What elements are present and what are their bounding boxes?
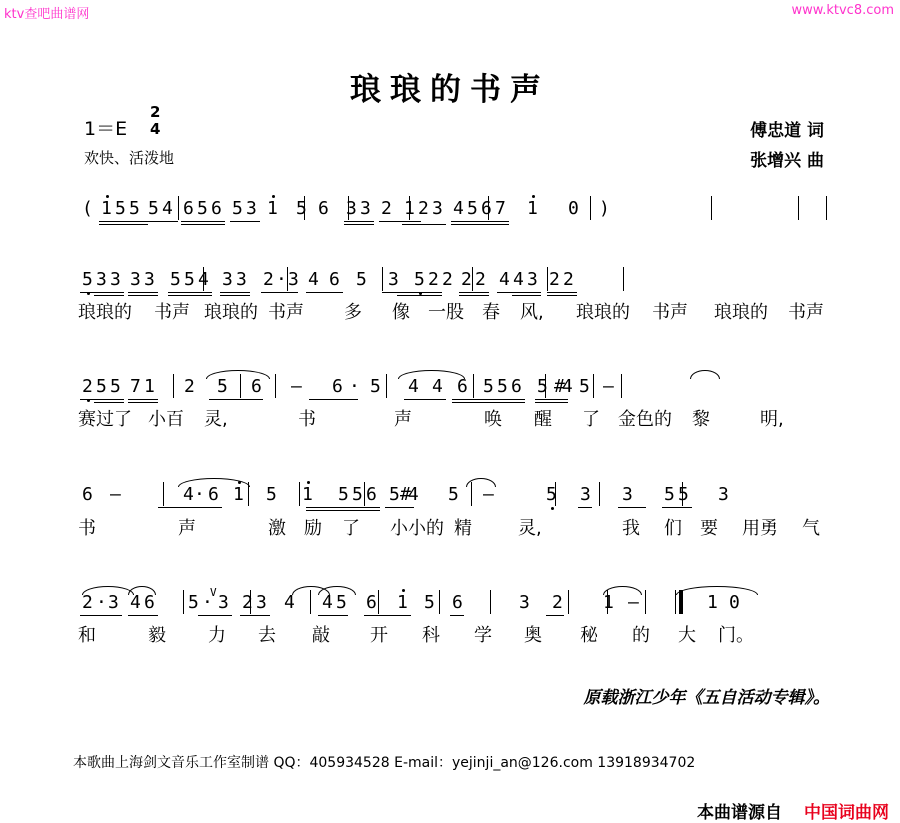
beam-underline bbox=[397, 295, 442, 296]
note: 6 bbox=[452, 592, 463, 613]
slur bbox=[206, 370, 270, 379]
note: 5 bbox=[296, 198, 307, 219]
note: 2 bbox=[263, 269, 274, 290]
note: 6 bbox=[366, 484, 377, 505]
beam-underline bbox=[181, 221, 225, 222]
note: – bbox=[483, 484, 494, 505]
note: 5 bbox=[483, 376, 494, 397]
bar-line bbox=[348, 196, 349, 220]
note: 5 bbox=[184, 269, 195, 290]
lyric-word: 激 bbox=[268, 518, 286, 539]
note: 6 bbox=[211, 198, 222, 219]
note: 6 bbox=[183, 198, 194, 219]
beam-underline bbox=[578, 507, 592, 508]
note: 5 bbox=[232, 198, 243, 219]
lyric-word: 奥 bbox=[524, 625, 542, 646]
watermark-left: ktv查吧曲谱网 bbox=[4, 7, 90, 22]
note: 3 bbox=[718, 484, 729, 505]
beam-underline bbox=[379, 221, 421, 222]
note: 4 bbox=[198, 269, 209, 290]
note: 2 bbox=[184, 376, 195, 397]
beam-underline bbox=[547, 292, 577, 293]
beam-underline bbox=[618, 507, 646, 508]
lyric-word: 书声 bbox=[154, 302, 190, 323]
note: 3 bbox=[236, 269, 247, 290]
note: 5 bbox=[467, 198, 478, 219]
beam-underline bbox=[230, 221, 260, 222]
beam-underline bbox=[220, 292, 250, 293]
bar-line bbox=[490, 590, 491, 614]
lyric-word: 风, bbox=[520, 302, 544, 323]
bar-line bbox=[711, 196, 712, 220]
beam-underline bbox=[94, 295, 124, 296]
note: 2 bbox=[418, 198, 429, 219]
note: 1 bbox=[397, 592, 408, 613]
bar-line bbox=[568, 590, 569, 614]
lyric-word: 了 bbox=[582, 409, 600, 430]
slur bbox=[676, 586, 758, 595]
beam-underline bbox=[459, 295, 489, 296]
lyric-word: 琅琅的 bbox=[204, 302, 258, 323]
beam-underline bbox=[535, 402, 568, 403]
beam-underline bbox=[404, 399, 446, 400]
bar-line bbox=[173, 374, 174, 398]
bar-line bbox=[621, 374, 622, 398]
note: 4 bbox=[513, 269, 524, 290]
source-note: 原载浙江少年《五自活动专辑》。 bbox=[583, 688, 830, 708]
note: #4 bbox=[554, 376, 570, 397]
note: 2 bbox=[82, 592, 93, 613]
note: 5 bbox=[170, 269, 181, 290]
bar-line bbox=[183, 590, 184, 614]
note: 5 bbox=[448, 484, 459, 505]
beam-underline bbox=[546, 615, 564, 616]
beam-underline bbox=[168, 292, 212, 293]
paren: ( bbox=[82, 198, 93, 219]
note: 7 bbox=[495, 198, 506, 219]
lyric-word: 我 bbox=[622, 518, 640, 539]
beam-underline bbox=[452, 402, 525, 403]
lyric-word: 气 bbox=[802, 518, 820, 539]
lyric-word: 灵, bbox=[204, 409, 228, 430]
lyric-word: 赛过了 bbox=[78, 409, 132, 430]
lyricist-credit: 傅忠道 词 bbox=[750, 121, 824, 141]
bar-line bbox=[473, 374, 474, 398]
beam-underline bbox=[181, 224, 225, 225]
lyric-word: 像 bbox=[392, 302, 410, 323]
note: 5 bbox=[537, 376, 548, 397]
credit-source-label: 本曲谱源自 bbox=[697, 803, 782, 823]
note: 4 bbox=[162, 198, 173, 219]
note: 3 bbox=[130, 269, 141, 290]
slur bbox=[318, 586, 356, 595]
beam-underline bbox=[80, 399, 124, 400]
note: 6 bbox=[457, 376, 468, 397]
bar-line bbox=[386, 374, 387, 398]
beam-underline bbox=[99, 224, 148, 225]
bar-line bbox=[488, 196, 489, 220]
beam-underline bbox=[261, 292, 298, 293]
note: 5 bbox=[497, 376, 508, 397]
lyric-word: 开 bbox=[370, 625, 388, 646]
notation-line bbox=[78, 476, 834, 516]
beam-underline bbox=[128, 399, 158, 400]
note: 5 bbox=[414, 269, 425, 290]
beam-underline bbox=[146, 221, 178, 222]
lyric-word: 琅琅的 bbox=[576, 302, 630, 323]
lyric-word: 春 bbox=[482, 302, 500, 323]
note: 2 bbox=[381, 198, 392, 219]
bar-line bbox=[299, 482, 300, 506]
note: 1 bbox=[527, 198, 538, 219]
beam-underline bbox=[459, 292, 489, 293]
bar-line bbox=[682, 482, 683, 506]
note: 3 bbox=[527, 269, 538, 290]
note: 3 bbox=[622, 484, 633, 505]
note: 4 bbox=[499, 269, 510, 290]
beam-underline bbox=[80, 292, 124, 293]
note: #4 bbox=[400, 484, 416, 505]
beam-underline bbox=[99, 221, 148, 222]
lyric-word: 敲 bbox=[312, 625, 330, 646]
bar-line bbox=[545, 374, 546, 398]
note: 1 bbox=[233, 484, 244, 505]
note: 5 bbox=[188, 592, 199, 613]
tempo-marking: 欢快、活泼地 bbox=[84, 149, 175, 167]
note: · bbox=[202, 592, 213, 613]
lyric-word: 多 bbox=[344, 302, 362, 323]
note: 3 bbox=[96, 269, 107, 290]
note: 1 bbox=[707, 592, 718, 613]
beam-underline bbox=[385, 507, 414, 508]
note: 1 bbox=[267, 198, 278, 219]
time-signature-bottom: 4 bbox=[150, 120, 161, 138]
bar-line bbox=[547, 267, 548, 291]
lyric-word: 一股 bbox=[428, 302, 464, 323]
note: 6 bbox=[208, 484, 219, 505]
beam-underline bbox=[318, 615, 348, 616]
time-signature-top: 2 bbox=[150, 103, 161, 121]
note: 1 bbox=[144, 376, 155, 397]
lyric-word: 琅琅的 bbox=[714, 302, 768, 323]
beam-underline bbox=[240, 615, 270, 616]
note: 6 bbox=[366, 592, 377, 613]
beam-underline bbox=[452, 399, 525, 400]
note: 5 bbox=[546, 484, 557, 505]
note: 2 bbox=[475, 269, 486, 290]
note: 3 bbox=[388, 269, 399, 290]
note: 5 bbox=[82, 269, 93, 290]
notation-line bbox=[78, 584, 834, 624]
lyric-word: 秘 bbox=[580, 625, 598, 646]
lyric-word: 们 bbox=[664, 518, 682, 539]
watermark-right[interactable]: www.ktvc8.com bbox=[791, 3, 894, 18]
note: 1 bbox=[302, 484, 313, 505]
note: 1 bbox=[404, 198, 415, 219]
slur bbox=[466, 478, 496, 487]
note: 1 bbox=[101, 198, 112, 219]
note: 3 bbox=[580, 484, 591, 505]
lyric-word: 的 bbox=[632, 625, 650, 646]
note: 3 bbox=[432, 198, 443, 219]
beam-underline bbox=[128, 402, 158, 403]
lyric-word: 毅 bbox=[148, 625, 166, 646]
note: 3 bbox=[256, 592, 267, 613]
slur bbox=[178, 478, 250, 487]
note: 3 bbox=[288, 269, 299, 290]
lyric-word: 醒 bbox=[534, 409, 552, 430]
note: 3 bbox=[110, 269, 121, 290]
bar-line bbox=[472, 267, 473, 291]
lyric-word: 大 bbox=[678, 625, 696, 646]
bar-line bbox=[439, 590, 440, 614]
staff-row-5 bbox=[78, 584, 834, 624]
beam-underline bbox=[344, 224, 374, 225]
lyric-word: 励 bbox=[304, 518, 322, 539]
lyric-word: 书 bbox=[78, 518, 96, 539]
note: 2 bbox=[563, 269, 574, 290]
notation-line bbox=[78, 368, 834, 408]
staff-row-4 bbox=[78, 476, 834, 516]
note: 5 bbox=[370, 376, 381, 397]
note: 4 bbox=[308, 269, 319, 290]
note: · bbox=[96, 592, 107, 613]
bar-line bbox=[826, 196, 827, 220]
note: 5 bbox=[678, 484, 689, 505]
note: 5 bbox=[356, 269, 367, 290]
note: 4 bbox=[408, 376, 419, 397]
beam-underline bbox=[306, 292, 343, 293]
paren: ) bbox=[599, 198, 610, 219]
bar-line bbox=[304, 196, 305, 220]
beam-underline bbox=[309, 399, 358, 400]
lyric-word: 明, bbox=[760, 409, 784, 430]
beam-underline bbox=[547, 295, 577, 296]
beam-underline bbox=[306, 507, 380, 508]
bar-line bbox=[364, 482, 365, 506]
beam-underline bbox=[128, 615, 158, 616]
slur bbox=[690, 370, 720, 379]
beam-underline bbox=[382, 292, 442, 293]
beam-underline bbox=[198, 615, 232, 616]
slur bbox=[82, 586, 134, 595]
beam-underline bbox=[168, 295, 212, 296]
time-signature bbox=[150, 104, 160, 138]
note: 3 bbox=[346, 198, 357, 219]
lyric-word: 了 bbox=[342, 518, 360, 539]
lyric-word: 书声 bbox=[268, 302, 304, 323]
bar-line bbox=[378, 590, 379, 614]
beam-underline bbox=[306, 510, 380, 511]
lyric-word: 去 bbox=[258, 625, 276, 646]
beam-underline bbox=[220, 295, 250, 296]
bar-line bbox=[250, 590, 251, 614]
note: 6 bbox=[332, 376, 343, 397]
credit-site-link[interactable]: 中国词曲网 bbox=[804, 803, 889, 823]
note: 2 bbox=[442, 269, 453, 290]
notation-line bbox=[78, 261, 834, 301]
note: 5 bbox=[110, 376, 121, 397]
beam-underline bbox=[128, 292, 158, 293]
lyric-word: 科 bbox=[422, 625, 440, 646]
bar-line bbox=[163, 482, 164, 506]
note: · bbox=[349, 376, 360, 397]
song-title: 琅琅的书声 bbox=[350, 72, 550, 108]
note: 2 bbox=[552, 592, 563, 613]
lyric-word: 力 bbox=[208, 625, 226, 646]
slur bbox=[128, 586, 156, 595]
lyric-word: 金色的 bbox=[618, 409, 672, 430]
bar-line bbox=[623, 267, 624, 291]
note: – bbox=[291, 376, 302, 397]
beam-underline bbox=[209, 399, 263, 400]
note: 2 bbox=[549, 269, 560, 290]
note: 5 bbox=[217, 376, 228, 397]
note: 5 bbox=[197, 198, 208, 219]
bar-line bbox=[555, 482, 556, 506]
note: 0 bbox=[568, 198, 579, 219]
lyric-word: 要 bbox=[700, 518, 718, 539]
note: 6 bbox=[511, 376, 522, 397]
beam-underline bbox=[451, 224, 509, 225]
note: 5 bbox=[389, 484, 400, 505]
lyric-word: 书 bbox=[298, 409, 316, 430]
beam-underline bbox=[450, 615, 464, 616]
note: 0 bbox=[729, 592, 740, 613]
beam-underline bbox=[128, 295, 158, 296]
bar-line bbox=[599, 482, 600, 506]
note: 1 bbox=[603, 592, 614, 613]
lyric-word: 声 bbox=[394, 409, 412, 430]
note: – bbox=[628, 592, 639, 613]
note: 3 bbox=[144, 269, 155, 290]
lyric-word: 书声 bbox=[788, 302, 824, 323]
note: · bbox=[276, 269, 287, 290]
note: 3 bbox=[519, 592, 530, 613]
beam-underline bbox=[344, 221, 374, 222]
bar-line bbox=[382, 267, 383, 291]
note: 5 bbox=[148, 198, 159, 219]
bar-line bbox=[590, 196, 591, 220]
beam-underline bbox=[80, 615, 122, 616]
key-signature: 1＝E bbox=[84, 118, 128, 140]
note: 2 bbox=[242, 592, 253, 613]
note: 5 bbox=[664, 484, 675, 505]
note: 4 bbox=[432, 376, 443, 397]
note: 2 bbox=[82, 376, 93, 397]
beam-underline bbox=[158, 507, 222, 508]
note: 5 bbox=[129, 198, 140, 219]
note: – bbox=[603, 376, 614, 397]
footer-contact: 本歌曲上海剑文音乐工作室制谱 QQ：405934528 E-mail：yejinji_an@126.com 13918934702 bbox=[73, 755, 696, 771]
note: V bbox=[210, 586, 217, 599]
lyric-word: 用勇 bbox=[742, 518, 778, 539]
bar-line bbox=[178, 196, 179, 220]
lyric-word: 琅琅的 bbox=[78, 302, 132, 323]
note: 5 bbox=[579, 376, 590, 397]
beam-underline bbox=[451, 221, 509, 222]
beam-underline bbox=[535, 399, 568, 400]
bar-line bbox=[203, 267, 204, 291]
note: 4 bbox=[183, 484, 194, 505]
beam-underline bbox=[402, 224, 446, 225]
bar-line bbox=[287, 267, 288, 291]
staff-row-1 bbox=[78, 190, 834, 230]
staff-row-2 bbox=[78, 261, 834, 301]
bar-line bbox=[798, 196, 799, 220]
lyric-word: 黎 bbox=[692, 409, 710, 430]
lyric-word: 小小的 bbox=[390, 518, 444, 539]
beam-underline bbox=[662, 507, 692, 508]
note: 6 bbox=[144, 592, 155, 613]
note: 4 bbox=[130, 592, 141, 613]
note: 4 bbox=[322, 592, 333, 613]
note: 3 bbox=[246, 198, 257, 219]
note: 3 bbox=[222, 269, 233, 290]
note: 3 bbox=[360, 198, 371, 219]
slur bbox=[603, 586, 642, 595]
bar-line bbox=[409, 196, 410, 220]
note: 4 bbox=[284, 592, 295, 613]
composer-credit: 张增兴 曲 bbox=[750, 151, 824, 171]
note: 6 bbox=[251, 376, 262, 397]
note: 4 bbox=[453, 198, 464, 219]
lyric-word: 唤 bbox=[484, 409, 502, 430]
staff-row-3 bbox=[78, 368, 834, 408]
note: 5 bbox=[352, 484, 363, 505]
lyric-word: 书声 bbox=[652, 302, 688, 323]
bar-line bbox=[645, 590, 646, 614]
note: 5 bbox=[424, 592, 435, 613]
note: – bbox=[110, 484, 121, 505]
lyric-word: 精 bbox=[454, 518, 472, 539]
note: 5 bbox=[338, 484, 349, 505]
slur bbox=[398, 370, 465, 379]
note: 7 bbox=[130, 376, 141, 397]
note: 3 bbox=[218, 592, 229, 613]
note: 6 bbox=[318, 198, 329, 219]
note: 5 bbox=[336, 592, 347, 613]
note: 5 bbox=[96, 376, 107, 397]
lyric-word: 门。 bbox=[718, 625, 754, 646]
bar-line bbox=[275, 374, 276, 398]
beam-underline bbox=[94, 402, 124, 403]
note: 3 bbox=[108, 592, 119, 613]
beam-underline bbox=[497, 292, 541, 293]
lyric-word: 和 bbox=[78, 625, 96, 646]
bar-line bbox=[593, 374, 594, 398]
note: 2 bbox=[428, 269, 439, 290]
lyric-word: 声 bbox=[178, 518, 196, 539]
note: 6 bbox=[481, 198, 492, 219]
lyric-word: 学 bbox=[474, 625, 492, 646]
lyric-word: 灵, bbox=[518, 518, 542, 539]
notation-line bbox=[78, 190, 834, 230]
note: 2 bbox=[461, 269, 472, 290]
note: 6 bbox=[82, 484, 93, 505]
beam-underline bbox=[512, 295, 541, 296]
note: 5 bbox=[266, 484, 277, 505]
beam-underline bbox=[364, 615, 411, 616]
note: · bbox=[194, 484, 205, 505]
note: 6 bbox=[329, 269, 340, 290]
note: 5 bbox=[115, 198, 126, 219]
lyric-word: 小百 bbox=[148, 409, 184, 430]
